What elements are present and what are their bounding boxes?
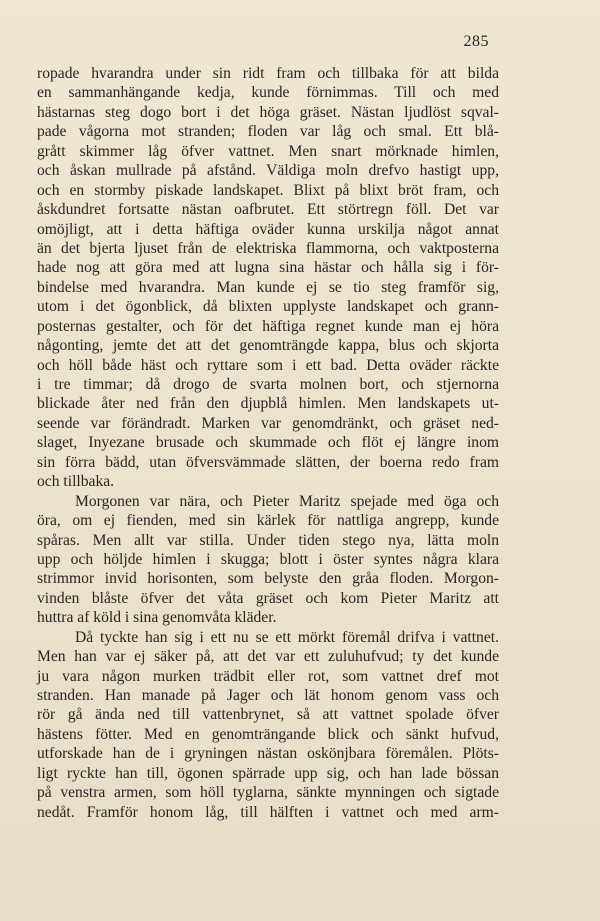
text-line: pade vågorna mot stranden; floden var låg och smal. Ett blå- — [37, 123, 499, 141]
text-line: slaget, Inyezane brusade och skummade och flöt ej längre inom — [37, 434, 499, 452]
text-line: Men han var ej säker på, att det var ett zuluhufvud; ty det kunde — [37, 648, 499, 666]
text-line: i tre timmar; då drogo de svarta molnen bort, och stjernorna — [37, 376, 499, 393]
text-line: blickade åter ned från den djupblå himlen. Men landskapets ut- — [37, 395, 499, 413]
text-line: på venstra armen, som höll tyglarna, sänkte mynningen och sigtade — [37, 784, 499, 802]
text-line: och åskan mullrade på afstånd. Väldiga moln drefvo hastigt upp, — [37, 162, 499, 180]
text-line: hade nog att göra med att lugna sina hästar och hålla sig i för- — [37, 259, 499, 277]
text-line: och höll både häst och ryttare som i ett bad. Detta oväder räckte — [37, 356, 499, 374]
paragraph — [37, 64, 499, 492]
text-line: hästens fötter. Med en genomträngande blick och sänkt hufvud, — [37, 725, 499, 743]
paragraph — [37, 628, 499, 822]
text-line: spåras. Men allt var stilla. Under tiden stego nya, lätta moln — [37, 531, 499, 549]
text-line: stranden. Han manade på Jager och lät honom genom vass och — [37, 687, 499, 704]
text-line: sin förra bädd, utan öfversvämmade slätten, der boerna redo fram — [37, 453, 499, 471]
text-line: grått skimmer låg öfver vattnet. Men snart mörknade himlen, — [37, 142, 499, 160]
text-line: ju vara någon murken trädbit eller rot, som vattnet dref mot — [37, 667, 499, 685]
text-line: nedåt. Framför honom låg, till hälften i vattnet och med arm- — [37, 803, 499, 821]
page-number: 285 — [463, 33, 489, 50]
text-line: posternas gestalter, och för det häftiga regnet kunde man ej höra — [37, 317, 499, 335]
text-line: än det bjerta ljuset från de elektriska flammorna, och vaktposterna — [37, 239, 499, 257]
text-line: åskdundret fortsatte nästan oafbrutet. Ett störtregn föll. Det var — [37, 201, 499, 219]
text-line: Morgonen var nära, och Pieter Maritz spejade med öga och — [75, 492, 499, 510]
text-line: upp och höljde himlen i skugga; blott i öster syntes några klara — [37, 550, 499, 568]
text-line: ropade hvarandra under sin ridt fram och tillbaka för att bilda — [37, 65, 499, 82]
text-line: rör gå ända ned till vattenbrynet, så att vattnet spolade öfver — [37, 706, 499, 724]
text-line: utforskade han de i gryningen nästan oskönjbara föremålen. Plöts- — [37, 745, 499, 763]
text-line: omöjligt, att i detta häftiga oväder kunna urskilja något annat — [37, 220, 499, 238]
body-text — [37, 64, 499, 822]
text-line: en sammanhängande kedja, kunde förnimmas. Till och med — [37, 84, 499, 102]
text-line: strimmor invid horisonten, som belyste den gråa floden. Morgon- — [37, 570, 499, 588]
text-line: bindelse med hvarandra. Man kunde ej se tio steg framför sig, — [37, 278, 499, 296]
text-line: och en stormby piskade landskapet. Blixt på blixt bröt fram, och — [37, 181, 499, 199]
paragraph — [37, 492, 499, 628]
text-line: någonting, jemte det att det genomträngde kappa, blus och skjorta — [37, 337, 499, 355]
text-line: Då tyckte han sig i ett nu se ett mörkt föremål drifva i vattnet. — [75, 628, 499, 646]
text-line: seende var förändradt. Marken var genomdränkt, och gräset ned- — [37, 414, 499, 432]
text-line: vinden blåste öfver det våta gräset och kom Pieter Maritz att — [37, 589, 499, 607]
text-line: huttra af köld i sina genomvåta kläder. — [37, 609, 277, 627]
text-line: ligt ryckte han till, ögonen spärrade upp sig, och han lade bössan — [37, 764, 499, 782]
text-line: och tillbaka. — [37, 473, 115, 491]
text-line: utom i det ögonblick, då blixten upplyste landskapet och grann- — [37, 298, 499, 316]
text-line: öra, om ej fienden, med sin kärlek för nattliga angrepp, kunde — [37, 512, 499, 530]
text-line: hästarnas steg dogo bort i det höga gräset. Nästan ljudlöst sqval- — [37, 103, 499, 121]
